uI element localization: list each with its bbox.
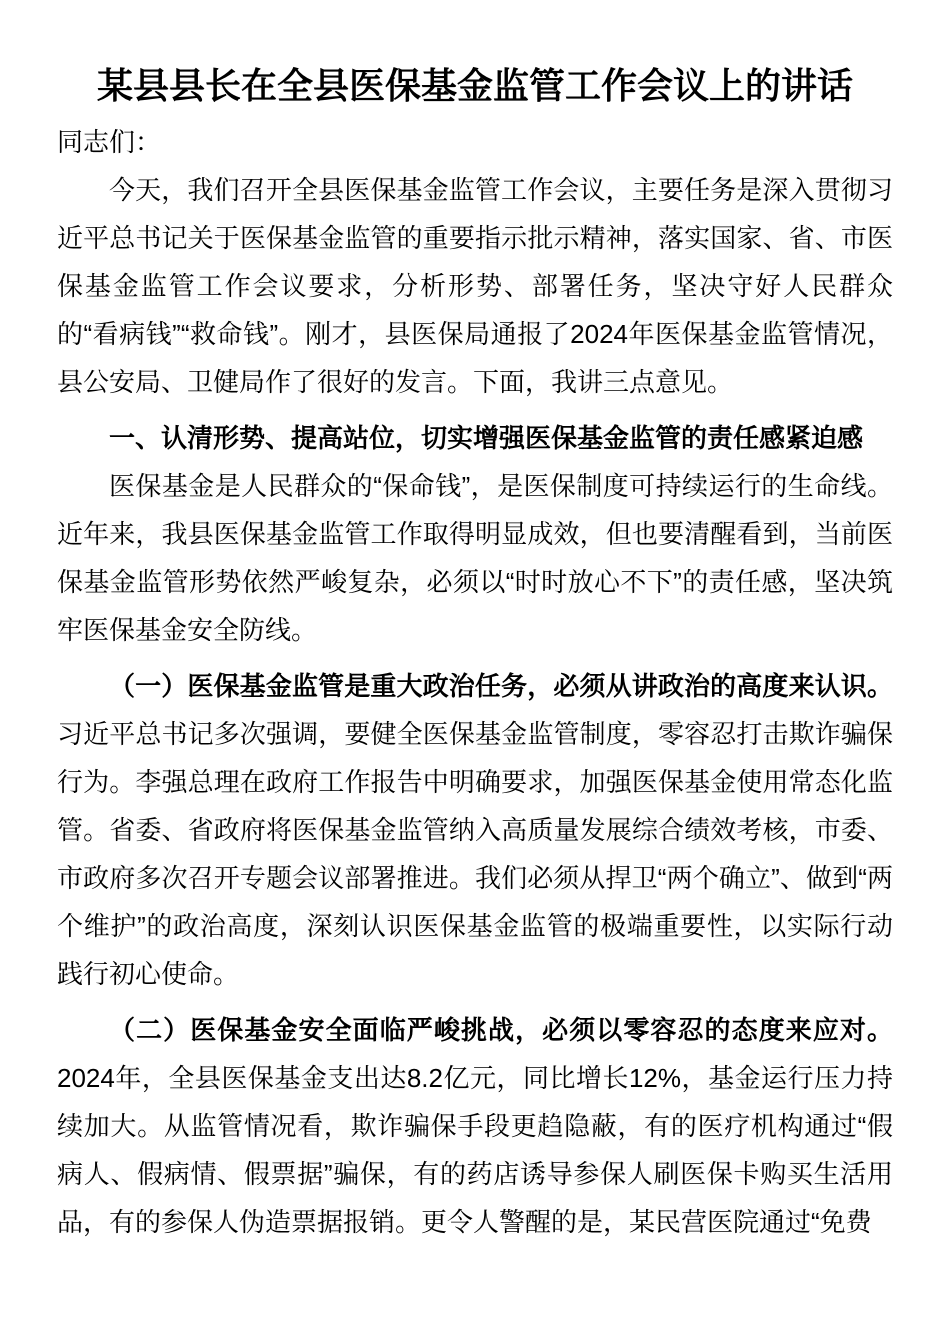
heading-text-run: 一、认清形势、提高站位，切实增强医保基金监管的责任感紧迫感 (109, 423, 864, 453)
salutation (57, 118, 893, 166)
text-run: 2024年，全县医保基金支出达8.2亿元，同比增长12%，基金运行压力持续加大。从监管情况看，欺诈骗保手段更趋隐蔽，有的医疗机构通过“假病人、假病情、假票据”骗保，有的药店诱导参保人刷医保卡购买生活用品，有的参保人伪造票据报销。更令人警醒的是，某民营医院通过“免费 (57, 1063, 893, 1237)
document-title: 某县县长在全县医保基金监管工作会议上的讲话 (96, 65, 853, 106)
heading-text-run: （二）医保基金安全面临严峻挑战，必须以零容忍的态度来应对。 (109, 1015, 893, 1045)
text-run: 习近平总书记多次强调，要健全医保基金监管制度，零容忍打击欺诈骗保行为。李强总理在政府工作报告中明确要求，加强医保基金使用常态化监管。省委、省政府将医保基金监管纳入高质量发展综合绩效考核，市委、市政府多次召开专题会议部署推进。我们必须从捍卫“两个确立”、做到“两个维护”的政治高度，深刻认识医保基金监管的极端重要性，以实际行动践行初心使命。 (57, 719, 893, 989)
opening-paragraph (57, 166, 893, 406)
heading-text-run: （一）医保基金监管是重大政治任务，必须从讲政治的高度来认识。 (109, 671, 893, 701)
section-1-heading (57, 414, 893, 462)
text-run: 同志们： (57, 127, 162, 157)
text-run: 今天，我们召开全县医保基金监管工作会议，主要任务是深入贯彻习近平总书记关于医保基金监管的重要指示批示精神，落实国家、省、市医保基金监管工作会议要求，分析形势、部署任务，坚决守好人民群众的“看病钱”“救命钱”。刚才，县医保局通报了2024年医保基金监管情况，县公安局、卫健局作了很好的发言。下面，我讲三点意见。 (57, 175, 893, 397)
subsection-1-2-paragraph (57, 1006, 893, 1246)
document-body (57, 118, 893, 1246)
text-run: 医保基金是人民群众的“保命钱”，是医保制度可持续运行的生命线。近年来，我县医保基金监管工作取得明显成效，但也要清醒看到，当前医保基金监管形势依然严峻复杂，必须以“时时放心不下”的责任感，坚决筑牢医保基金安全防线。 (57, 471, 893, 645)
section-1-intro-paragraph (57, 462, 893, 654)
subsection-1-1-paragraph (57, 662, 893, 998)
